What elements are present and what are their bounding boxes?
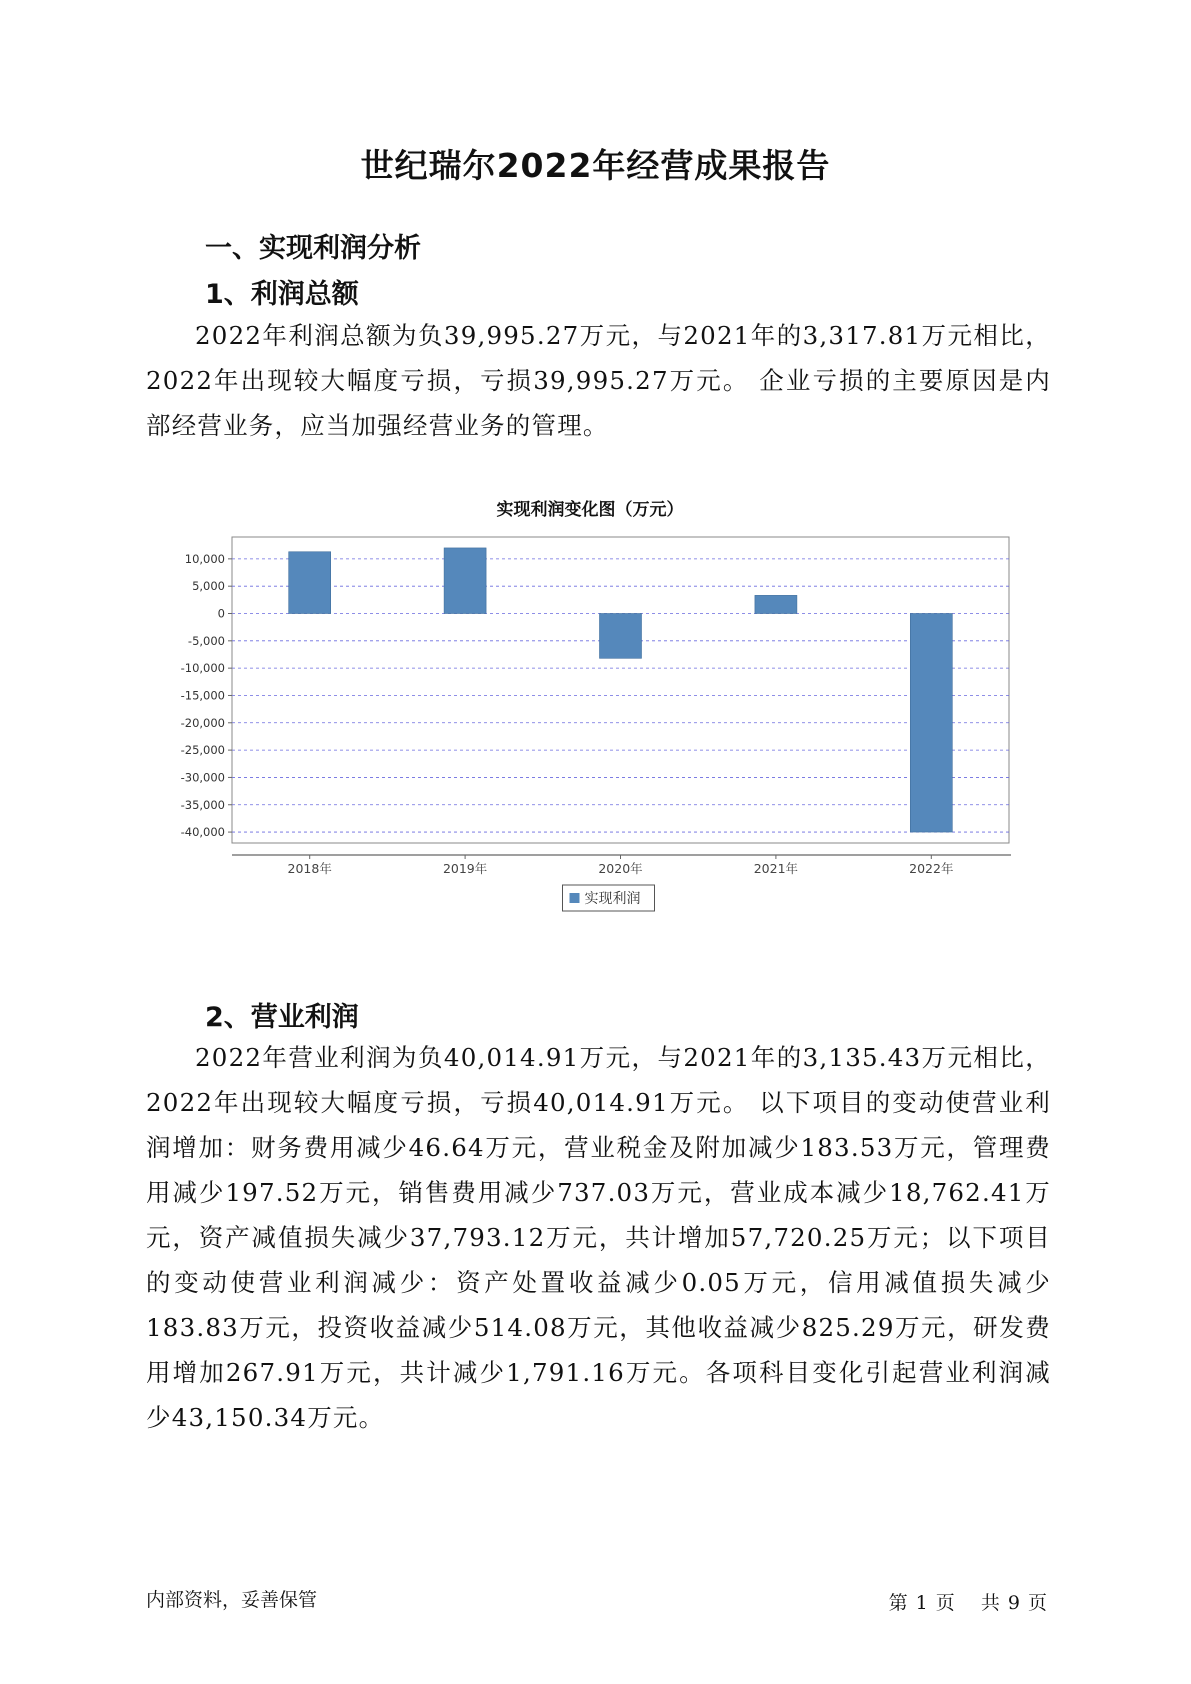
x-tick-label: 2021年 — [753, 861, 799, 876]
y-tick-label: -25,000 — [180, 743, 225, 758]
page-number: 1 — [915, 1592, 928, 1614]
profit-chart — [160, 495, 1020, 955]
x-tick-label: 2018年 — [287, 861, 332, 876]
total-prefix: 共 — [980, 1592, 1000, 1614]
legend-label: 实现利润 — [584, 891, 641, 907]
report-title: 世纪瑞尔2022年经营成果报告 — [360, 146, 831, 185]
legend-swatch — [570, 893, 580, 903]
bar-2020年 — [600, 614, 642, 659]
y-tick-label: -40,000 — [180, 825, 225, 840]
bar-2022年 — [910, 614, 952, 833]
x-tick-label: 2019年 — [442, 861, 488, 876]
x-tick-label: 2020年 — [598, 861, 643, 876]
y-tick-label: -10,000 — [180, 661, 225, 676]
paragraph-operating-profit: 2022年营业利润为负40,014.91万元，与2021年的3,135.43万元相比，2022年出现较大幅度亏损，亏损40,014.91万元。 以下项目的变动使营业利润增加：财务费用减少46.64万元，营业税金及附加减少183.53万元，管理费用减少197.52万元，销售费用减少737.03万元，营业成本减少18,762.41万元，资产减值损失减少37,793.12万元，共计增加57,720.25万元；以下项目的变动使营业利润减少：资产处置收益减少0.05万元，信用减值损失减少183.83万元，投资收益减少514.08万元，其他收益减少825.29万元，研发费用增加267.91万元，共计减少1,791.16万元。各项科目变化引起营业利润减少43,150.34万元。 — [146, 1043, 1051, 1432]
bar-2021年 — [755, 595, 797, 613]
page-unit: 页 — [935, 1592, 955, 1614]
section-heading-profit-analysis: 一、实现利润分析 — [205, 233, 421, 264]
y-tick-label: -20,000 — [180, 715, 225, 730]
bar-2018年 — [289, 552, 331, 614]
page-prefix: 第 — [888, 1592, 908, 1614]
x-tick-label: 2022年 — [909, 861, 954, 876]
chart-title: 实现利润变化图（万元） — [496, 500, 684, 520]
bar-2019年 — [444, 548, 486, 614]
total-unit: 页 — [1027, 1592, 1047, 1614]
y-tick-label: -35,000 — [180, 797, 225, 812]
total-number: 9 — [1007, 1592, 1020, 1614]
subsection-heading-total-profit: 1、利润总额 — [205, 279, 359, 310]
footer-page-indicator — [885, 1588, 1051, 1615]
y-tick-label: 0 — [217, 606, 225, 621]
y-tick-label: -5,000 — [187, 633, 225, 648]
paragraph-total-profit: 2022年利润总额为负39,995.27万元，与2021年的3,317.81万元相比，2022年出现较大幅度亏损，亏损39,995.27万元。 企业亏损的主要原因是内部经营业务，应当加强经营业务的管理。 — [146, 321, 1051, 440]
subsection-heading-operating-profit: 2、营业利润 — [205, 1002, 359, 1033]
y-tick-label: 10,000 — [184, 551, 225, 566]
plot-area — [232, 537, 1009, 843]
chart-svg — [160, 510, 1020, 955]
y-tick-label: 5,000 — [192, 579, 225, 594]
footer-confidential-note: 内部资料，妥善保管 — [146, 1589, 318, 1611]
y-tick-label: -15,000 — [180, 688, 225, 703]
y-tick-label: -30,000 — [180, 770, 225, 785]
